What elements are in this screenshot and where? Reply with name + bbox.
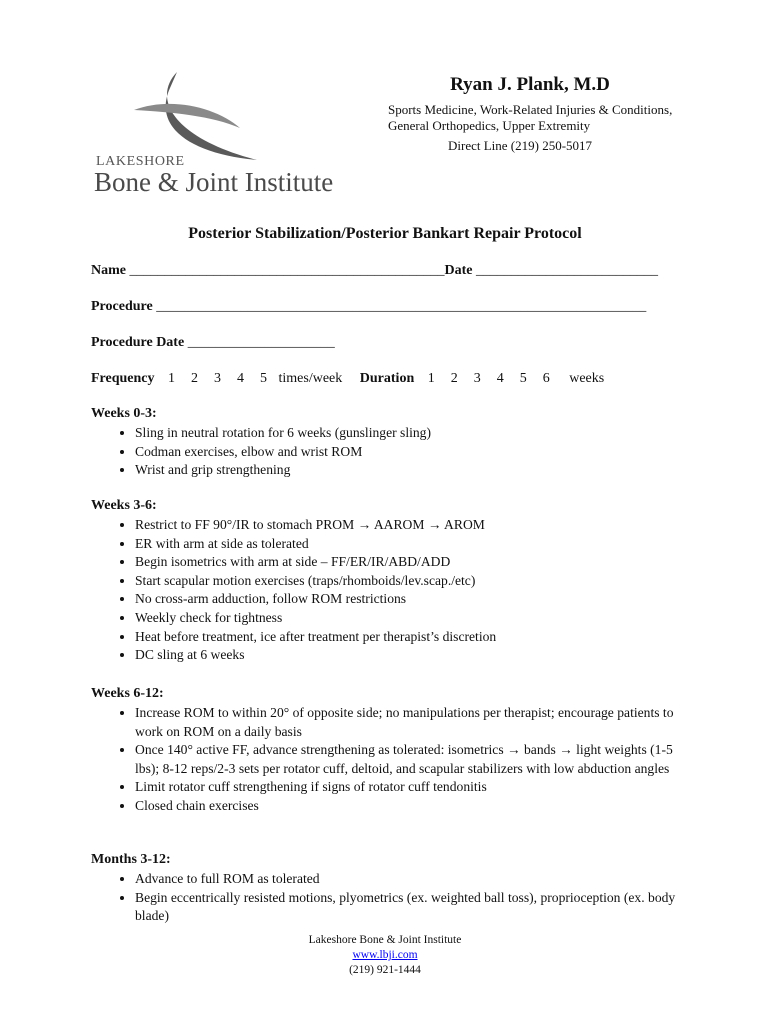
- procedure-date-field[interactable]: _____________________: [187, 335, 335, 350]
- list-item: • ER with arm at side as tolerated: [135, 535, 691, 554]
- footer-website-link[interactable]: www.lbji.com: [352, 949, 418, 961]
- procedure-label: Procedure: [91, 299, 153, 314]
- logo-big-text: Bone & Joint Institute: [94, 167, 334, 197]
- duration-option[interactable]: 2: [450, 371, 458, 386]
- swoosh-icon: [132, 68, 262, 168]
- frequency-duration-row: [91, 371, 612, 387]
- page-title: Posterior Stabilization/Posterior Bankart Repair Protocol: [188, 225, 582, 242]
- frequency-option[interactable]: 2: [191, 371, 199, 386]
- list-item: • Weekly check for tightness: [135, 609, 691, 628]
- list-item: • Closed chain exercises: [135, 797, 691, 816]
- list-item: • Limit rotator cuff strengthening if signs of rotator cuff tendonitis: [135, 778, 691, 797]
- list-item: • Restrict to FF 90°/IR to stomach PROM → AAROM → AROM: [135, 516, 691, 535]
- footer-org: Lakeshore Bone & Joint Institute: [308, 934, 462, 946]
- frequency-option[interactable]: 1: [168, 371, 176, 386]
- list-item: • DC sling at 6 weeks: [135, 646, 691, 665]
- specialties-line-2: General Orthopedics, Upper Extremity: [388, 118, 591, 133]
- frequency-unit: times/week: [278, 371, 343, 386]
- section-heading: Weeks 3-6:: [91, 498, 157, 513]
- duration-unit: weeks: [569, 371, 605, 386]
- section-weeks-0-3: [91, 406, 691, 480]
- list-item: • Start scapular motion exercises (traps/rhomboids/lev.scap./etc): [135, 572, 691, 591]
- duration-option[interactable]: 1: [427, 371, 435, 386]
- section-months-3-12: [91, 852, 691, 926]
- list-item: • Heat before treatment, ice after treatment per therapist’s discretion: [135, 628, 691, 647]
- section-weeks-6-12: [91, 686, 691, 816]
- procedure-date-label: Procedure Date: [91, 335, 185, 350]
- frequency-option[interactable]: 3: [214, 371, 222, 386]
- procedure-date-row: [91, 335, 335, 351]
- list-item: • Codman exercises, elbow and wrist ROM: [135, 443, 691, 462]
- date-label: Date: [444, 263, 473, 278]
- list-item: • Begin isometrics with arm at side – FF/ER/IR/ABD/ADD: [135, 553, 691, 572]
- footer: [0, 933, 770, 978]
- procedure-field[interactable]: ______________________________________________________________________: [156, 299, 647, 314]
- list-item: • No cross-arm adduction, follow ROM restrictions: [135, 590, 691, 609]
- section-heading: Weeks 0-3:: [91, 406, 157, 421]
- list-item: • Increase ROM to within 20° of opposite side; no manipulations per therapist; encourage patients to work on ROM on a daily basis: [135, 704, 691, 741]
- logo: [92, 68, 382, 203]
- doctor-name: Ryan J. Plank, M.D: [450, 74, 610, 95]
- logo-small-text: LAKESHORE: [96, 154, 185, 169]
- doctor-header: [388, 74, 718, 154]
- procedure-row: [91, 299, 646, 315]
- date-field[interactable]: __________________________: [476, 263, 658, 278]
- frequency-label: Frequency: [91, 371, 155, 386]
- duration-option[interactable]: 5: [519, 371, 527, 386]
- frequency-option[interactable]: 5: [260, 371, 268, 386]
- direct-line: Direct Line (219) 250-5017: [448, 138, 593, 153]
- list-item: • Wrist and grip strengthening: [135, 461, 691, 480]
- list-item: • Once 140° active FF, advance strengthening as tolerated: isometrics → bands → light weights (1-5 lbs); 8-12 reps/2-3 sets per rotator cuff, deltoid, and scapular stabilizers with low abduction angles: [135, 741, 691, 778]
- footer-phone: (219) 921-1444: [349, 964, 421, 976]
- duration-label: Duration: [359, 371, 415, 386]
- list-item: • Advance to full ROM as tolerated: [135, 870, 691, 889]
- name-label: Name: [91, 263, 126, 278]
- specialties-line-1: Sports Medicine, Work-Related Injuries & Conditions,: [388, 102, 673, 117]
- section-weeks-3-6: [91, 498, 691, 665]
- section-heading: Weeks 6-12:: [91, 686, 164, 701]
- duration-option[interactable]: 6: [542, 371, 550, 386]
- duration-option[interactable]: 4: [496, 371, 504, 386]
- list-item: • Sling in neutral rotation for 6 weeks (gunslinger sling): [135, 424, 691, 443]
- section-heading: Months 3-12:: [91, 852, 171, 867]
- duration-option[interactable]: 3: [473, 371, 481, 386]
- name-field[interactable]: _____________________________________________: [129, 263, 445, 278]
- frequency-option[interactable]: 4: [237, 371, 245, 386]
- name-row: [91, 263, 658, 279]
- doctor-specialties: [388, 102, 718, 134]
- list-item: • Begin eccentrically resisted motions, plyometrics (ex. weighted ball toss), proprioception (ex. body blade): [135, 889, 691, 926]
